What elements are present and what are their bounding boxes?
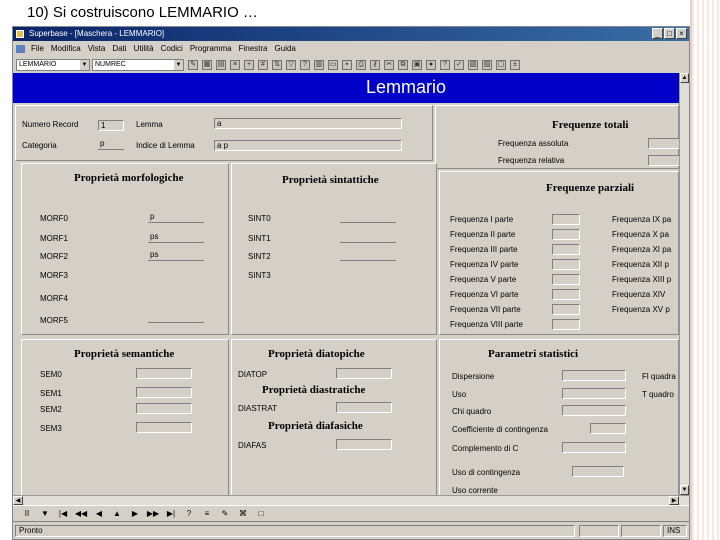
menu-dati[interactable]: Dati [112, 44, 127, 53]
freq-7-field[interactable] [552, 304, 580, 315]
status-text: Pronto [15, 525, 575, 537]
frequenza-relativa-label: Frequenza relativa [498, 156, 565, 165]
window-title: Superbase - [Maschera - LEMMARIO] [29, 29, 165, 38]
freq-10-label: Frequenza X pa [612, 230, 669, 239]
dispersione-field[interactable] [562, 370, 626, 381]
freq-4-label: Frequenza IV parte [450, 260, 519, 269]
indice-field[interactable]: a p [214, 140, 402, 151]
scroll-down-icon[interactable]: ▼ [681, 487, 688, 493]
key-icon[interactable]: ⚷ [370, 60, 380, 70]
list-icon[interactable]: ≡ [230, 60, 240, 70]
scroll-right-icon[interactable]: ▶ [669, 496, 679, 505]
cut-icon[interactable]: ✂ [384, 60, 394, 70]
sint2-field[interactable] [340, 250, 396, 261]
menu-utilita[interactable]: Utilità [133, 44, 154, 53]
form-select-value: LEMMARIO [19, 61, 57, 68]
color-icon[interactable]: ● [426, 60, 436, 70]
freq-14-label: Frequenza XIV [612, 290, 666, 299]
image-icon[interactable]: ▧ [469, 61, 477, 68]
edit-icon[interactable]: ✎ [188, 60, 198, 70]
statistici-panel [439, 339, 679, 495]
window-icon[interactable]: ▢ [497, 61, 505, 68]
diasistemi-panel [231, 339, 437, 495]
diafas-label: DIAFAS [238, 441, 267, 450]
uso-field[interactable] [562, 388, 626, 399]
categoria-field[interactable]: p [98, 139, 124, 150]
sint3-label: SINT3 [248, 271, 271, 280]
statistici-title: Parametri statistici [488, 348, 579, 360]
form-icon[interactable]: ▤ [217, 61, 225, 68]
frequenze-totali-title: Frequenze totali [552, 119, 629, 131]
freq-3-field[interactable] [552, 244, 580, 255]
menu-vista[interactable]: Vista [87, 44, 106, 53]
semantiche-title: Proprietà semantiche [74, 348, 175, 360]
contingenza-field[interactable] [590, 423, 626, 434]
sem3-label: SEM3 [40, 424, 62, 433]
query-icon[interactable]: ? [186, 508, 192, 518]
record-panel [15, 105, 433, 161]
sort-icon[interactable]: ⇅ [272, 60, 282, 70]
freq-6-field[interactable] [552, 289, 580, 300]
calc-icon[interactable]: ± [510, 60, 520, 70]
diafasiche-title: Proprietà diafasiche [268, 420, 363, 432]
indice-label: Indice di Lemma [136, 141, 195, 150]
menu-guida[interactable]: Guida [274, 44, 296, 53]
complemento-label: Complemento di C [452, 444, 519, 453]
edit-icon[interactable]: ✎ [221, 508, 229, 518]
menu-codici[interactable]: Codici [160, 44, 183, 53]
field-select[interactable] [92, 59, 184, 71]
sint0-field[interactable] [340, 212, 396, 223]
scroll-up-icon[interactable]: ▲ [681, 75, 688, 81]
check-icon[interactable]: ✓ [454, 60, 464, 70]
paste-icon[interactable]: ▣ [413, 61, 421, 68]
freq-11-label: Frequenza XI pa [612, 245, 672, 254]
freq-9-label: Frequenza IX pa [612, 215, 672, 224]
uso-corrente-label: Uso corrente [452, 486, 498, 495]
diastratiche-title: Proprietà diastratiche [262, 384, 366, 396]
grid-icon[interactable]: # [258, 60, 268, 70]
menu-bar [13, 42, 689, 56]
lemmario-form [13, 73, 679, 495]
previous-record-icon[interactable]: ◀ [95, 508, 103, 518]
print-icon[interactable]: ⎙ [356, 60, 366, 70]
menu-finestra[interactable]: Finestra [238, 44, 268, 53]
lemma-field[interactable]: a [214, 118, 402, 129]
next-record-icon[interactable]: ▶ [131, 508, 139, 518]
frequenze-parziali-title: Frequenze parziali [546, 182, 635, 194]
diatop-field[interactable] [336, 368, 392, 379]
chevron-down-icon: ▼ [81, 62, 88, 68]
frequenza-assoluta-field[interactable] [648, 138, 679, 149]
complemento-field[interactable] [562, 442, 626, 453]
maximize-button[interactable]: □ [664, 28, 675, 39]
form-view-icon[interactable]: □ [258, 508, 264, 518]
sem2-label: SEM2 [40, 405, 62, 414]
sem0-label: SEM0 [40, 370, 62, 379]
menu-modifica[interactable]: Modifica [50, 44, 81, 53]
field-select-value: NUMREC [95, 61, 126, 68]
list-icon[interactable]: ≡ [204, 508, 210, 518]
copy-icon[interactable]: ⧉ [398, 60, 408, 70]
record-navigation [13, 505, 689, 521]
sem2-field[interactable] [136, 403, 192, 414]
last-record-icon[interactable]: ▶| [166, 508, 176, 518]
freq-2-label: Frequenza II parte [450, 230, 516, 239]
rewind-icon[interactable]: ◀◀ [74, 508, 88, 518]
minimize-button[interactable]: _ [652, 28, 663, 39]
chi-quadro-field[interactable] [562, 405, 626, 416]
freq-4-field[interactable] [552, 259, 580, 270]
morf1-label: MORF1 [40, 234, 68, 243]
window-titlebar[interactable] [13, 27, 689, 41]
freq-8-field[interactable] [552, 319, 580, 330]
morf5-label: MORF5 [40, 316, 68, 325]
first-record-icon[interactable]: |◀ [58, 508, 68, 518]
status-ins: INS [663, 525, 687, 537]
freq-15-label: Frequenza XV p [612, 305, 670, 314]
form-header-title: Lemmario [366, 77, 447, 97]
categoria-label: Categoria [22, 141, 57, 150]
frequenze-parziali-panel [439, 171, 679, 335]
freq-12-label: Frequenza XII p [612, 260, 669, 269]
filter-icon[interactable]: ▽ [286, 60, 296, 70]
menu-programma[interactable]: Programma [189, 44, 232, 53]
app-window [12, 26, 690, 540]
sem1-label: SEM1 [40, 389, 62, 398]
diastrat-field[interactable] [336, 402, 392, 413]
toolbar [13, 57, 689, 73]
table-icon[interactable]: ▦ [203, 61, 211, 68]
chart-icon[interactable]: ▨ [483, 61, 491, 68]
frequenze-totali-panel [435, 105, 679, 169]
frequenza-assoluta-label: Frequenza assoluta [498, 139, 569, 148]
uso-contingenza-field[interactable] [572, 466, 624, 477]
lemma-label: Lemma [136, 120, 163, 129]
freq-1-label: Frequenza I parte [450, 215, 514, 224]
fl-quadro-label: Fl quadra [642, 372, 676, 381]
morf1-field[interactable]: ps [148, 232, 204, 243]
sint1-field[interactable] [340, 232, 396, 243]
save-icon[interactable]: ▪ [342, 60, 352, 70]
morf4-label: MORF4 [40, 294, 68, 303]
link-icon[interactable]: ⌘ [239, 508, 247, 518]
sintattiche-panel [231, 163, 437, 335]
folder-icon[interactable]: ▭ [329, 61, 337, 68]
sint1-label: SINT1 [248, 234, 271, 243]
chi-quadro-label: Chi quadro [452, 407, 492, 416]
freq-13-label: Frequenza XIII p [612, 275, 672, 284]
morf0-field[interactable]: p [148, 212, 204, 223]
decorative-stripes [692, 0, 720, 540]
semantiche-panel [21, 339, 229, 495]
morfologiche-panel [21, 163, 229, 335]
status-cell-2 [579, 525, 619, 537]
morf2-label: MORF2 [40, 252, 68, 261]
sem3-field[interactable] [136, 422, 192, 433]
sint2-label: SINT2 [248, 252, 271, 261]
fast-forward-icon[interactable]: ▶▶ [146, 508, 160, 518]
freq-2-field[interactable] [552, 229, 580, 240]
chevron-down-icon: ▼ [175, 62, 182, 68]
status-cell-3 [621, 525, 661, 537]
morf5-field[interactable] [148, 312, 204, 323]
current-record-icon[interactable]: ▲ [113, 508, 121, 518]
freq-8-label: Frequenza VIII parte [450, 320, 523, 329]
diastrat-label: DIASTRAT [238, 404, 277, 413]
freq-5-field[interactable] [552, 274, 580, 285]
help-icon[interactable]: ? [440, 60, 450, 70]
sint0-label: SINT0 [248, 214, 271, 223]
uso-label: Uso [452, 390, 467, 399]
contingenza-label: Coefficiente di contingenza [452, 425, 548, 434]
frequenza-relativa-field[interactable] [648, 155, 679, 166]
app-icon [16, 30, 24, 38]
freq-1-field[interactable] [552, 214, 580, 225]
sem1-field[interactable] [136, 387, 192, 398]
diatopiche-title: Proprietà diatopiche [268, 348, 365, 360]
dispersione-label: Dispersione [452, 372, 495, 381]
pause-icon[interactable]: II [24, 508, 30, 518]
t-quadro-label: T quadro [642, 390, 674, 399]
diafas-field[interactable] [336, 439, 392, 450]
morfologiche-title: Proprietà morfologiche [74, 172, 184, 184]
form-select[interactable] [16, 59, 90, 71]
horizontal-scrollbar[interactable] [13, 495, 689, 505]
uso-contingenza-label: Uso di contingenza [452, 468, 521, 477]
scroll-left-icon[interactable]: ◀ [13, 496, 23, 505]
sem0-field[interactable] [136, 368, 192, 379]
vertical-scrollbar[interactable] [679, 73, 689, 495]
freq-3-label: Frequenza III parte [450, 245, 518, 254]
status-bar [13, 521, 689, 539]
document-icon [16, 45, 25, 53]
numero-record-label: Numero Record [22, 120, 79, 129]
stop-icon[interactable]: ▼ [41, 508, 49, 518]
form-header [13, 73, 679, 103]
diatop-label: DIATOP [238, 370, 268, 379]
freq-5-label: Frequenza V parte [450, 275, 517, 284]
morf0-label: MORF0 [40, 214, 68, 223]
query-icon[interactable]: ? [300, 60, 310, 70]
report-icon[interactable]: ▥ [315, 61, 323, 68]
insert-icon[interactable]: + [244, 60, 254, 70]
sintattiche-title: Proprietà sintattiche [282, 174, 379, 186]
morf2-field[interactable]: ps [148, 250, 204, 261]
morf3-label: MORF3 [40, 271, 68, 280]
numero-record-field[interactable]: 1 [98, 120, 124, 131]
freq-6-label: Frequenza VI parte [450, 290, 519, 299]
menu-file[interactable]: File [31, 44, 44, 53]
slide-title: 10) Si costruiscono LEMMARIO … [27, 4, 258, 21]
close-button[interactable]: × [676, 28, 687, 39]
freq-7-label: Frequenza VII parte [450, 305, 521, 314]
